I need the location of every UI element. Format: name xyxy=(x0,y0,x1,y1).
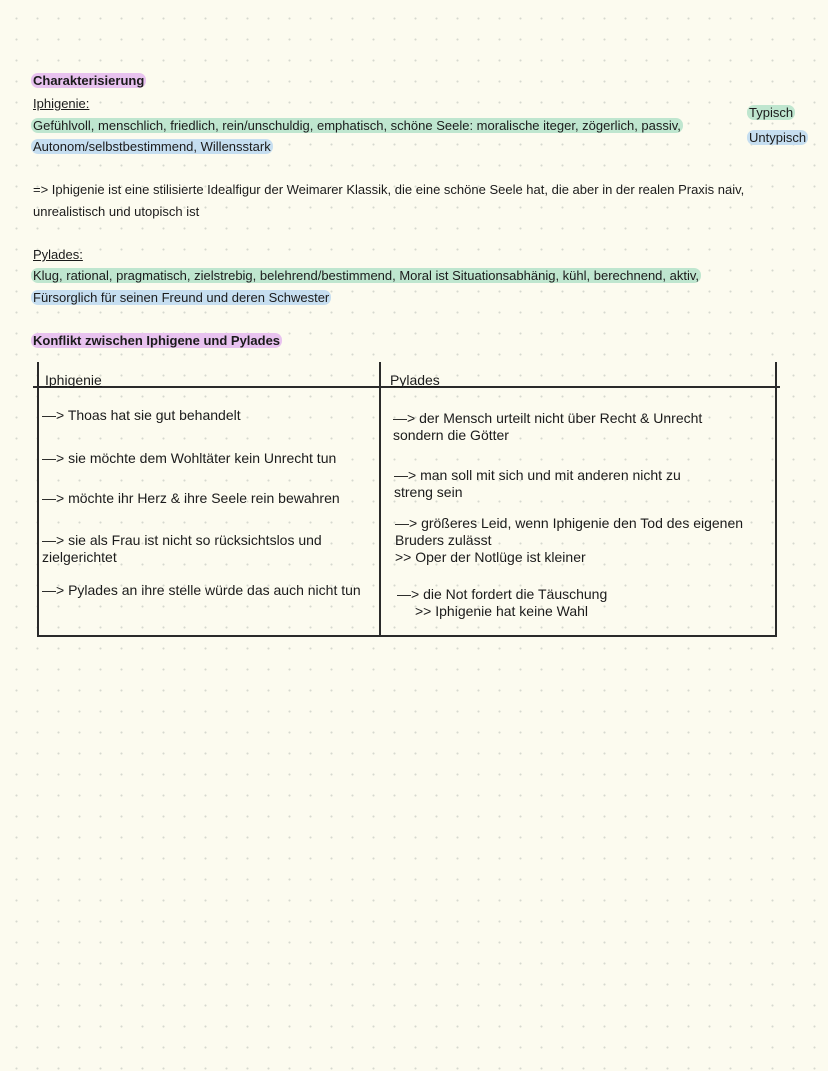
iphigenie-traits-atypical xyxy=(31,139,273,155)
pylades-sub-argument: >> Iphigenie hat keine Wahl xyxy=(415,603,589,619)
pylades-argument: —> man soll mit sich und mit anderen nicht zu xyxy=(394,467,681,483)
legend-atypical xyxy=(747,130,808,146)
pylades-argument-continued: streng sein xyxy=(394,484,463,500)
iphigenie-label: Iphigenie: xyxy=(33,96,90,111)
section-heading-characterization xyxy=(31,73,146,89)
legend-atypical-text: Untypisch xyxy=(749,130,807,145)
iphigenie-argument: —> möchte ihr Herz & ihre Seele rein bewahren xyxy=(42,490,340,506)
iphigenie-argument: —> Pylades an ihre stelle würde das auch nicht tun xyxy=(42,582,361,598)
iphigenie-summary-line-1: => Iphigenie ist eine stilisierte Idealfigur der Weimarer Klassik, die eine schöne Seele hat, die aber in der realen Praxis naiv, xyxy=(33,182,745,197)
column-header-pylades: Pylades xyxy=(390,372,440,388)
iphigenie-traits-typical-text: Gefühlvoll, menschlich, friedlich, rein/unschuldig, emphatisch, schöne Seele: moralische iteger, zögerlich, passiv, xyxy=(33,118,681,133)
legend-typical xyxy=(747,105,795,121)
conflict-heading-text: Konflikt zwischen Iphigene und Pylades xyxy=(33,333,281,348)
iphigenie-argument-continued: zielgerichtet xyxy=(42,549,117,565)
section-heading-conflict xyxy=(31,333,282,349)
iphigenie-argument: —> sie als Frau ist nicht so rücksichtslos und xyxy=(42,532,322,548)
pylades-argument-continued: sondern die Götter xyxy=(393,427,509,443)
pylades-argument: —> der Mensch urteilt nicht über Recht & Unrecht xyxy=(393,410,703,426)
table-border-right xyxy=(775,362,777,636)
table-border-left xyxy=(37,362,39,636)
iphigenie-traits-typical xyxy=(31,118,683,134)
pylades-traits-typical xyxy=(31,268,701,284)
pylades-argument: —> größeres Leid, wenn Iphigenie den Tod des eigenen xyxy=(395,515,744,531)
pylades-label: Pylades: xyxy=(33,247,83,262)
characterization-heading-text: Charakterisierung xyxy=(33,73,145,88)
iphigenie-summary-line-2: unrealistisch und utopisch ist xyxy=(33,204,200,219)
pylades-argument-continued: Bruders zulässt xyxy=(395,532,492,548)
pylades-traits-typical-text: Klug, rational, pragmatisch, zielstrebig, belehrend/bestimmend, Moral ist Situationsabhänig, kühl, berechnend, aktiv, xyxy=(33,268,700,283)
table-divider xyxy=(379,362,381,636)
pylades-traits-atypical xyxy=(31,290,331,306)
column-header-iphigenie: Iphigenie xyxy=(45,372,102,388)
iphigenie-traits-atypical-text: Autonom/selbstbestimmend, Willensstark xyxy=(33,139,271,154)
table-border-bottom xyxy=(37,635,777,637)
pylades-traits-atypical-text: Fürsorglich für seinen Freund und deren Schwester xyxy=(33,290,330,305)
pylades-sub-argument: >> Oper der Notlüge ist kleiner xyxy=(395,549,586,565)
pylades-argument: —> die Not fordert die Täuschung xyxy=(397,586,608,602)
iphigenie-argument: —> sie möchte dem Wohltäter kein Unrecht tun xyxy=(42,450,337,466)
iphigenie-argument: —> Thoas hat sie gut behandelt xyxy=(42,407,241,423)
legend-typical-text: Typisch xyxy=(749,105,794,120)
